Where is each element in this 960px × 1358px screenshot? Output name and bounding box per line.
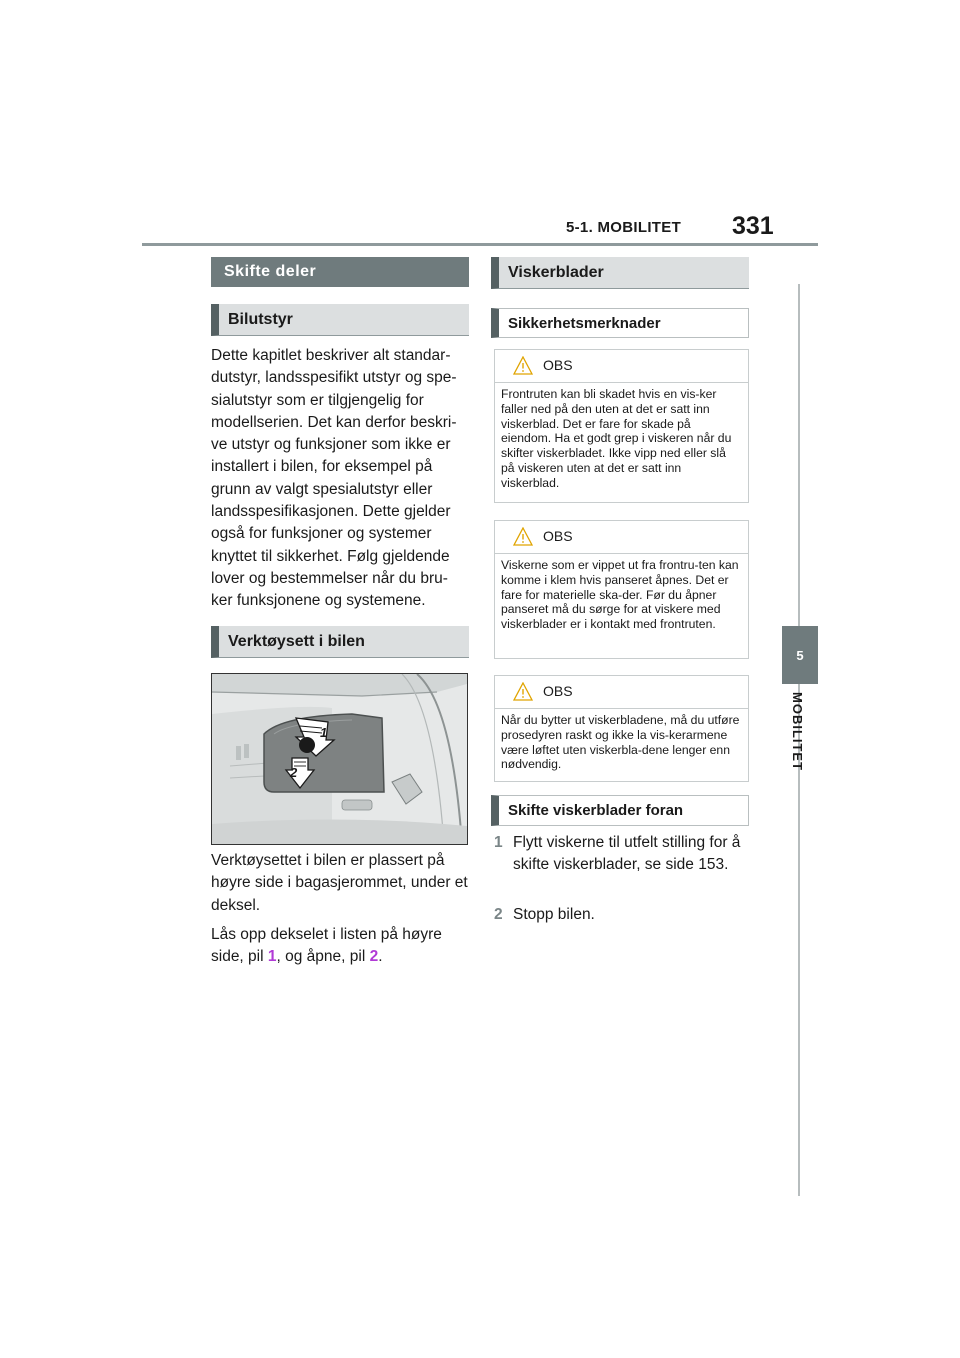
warning-box: [494, 349, 749, 503]
paragraph-verktoysett: [211, 850, 469, 975]
warning-text: Når du bytter ut viskerbladene, må du utføre prosedyren raskt og ikke la vis-kerarmene være løftet uten viskerbla-dene lenger enn nødvendig.: [501, 713, 740, 772]
section-title-skifte-deler: Skifte deler: [211, 257, 469, 287]
chapter-tab-label: MOBILITET: [790, 692, 805, 772]
warning-header: [495, 676, 748, 709]
warning-triangle-icon: [513, 356, 533, 375]
step-text: Stopp bilen.: [513, 906, 595, 923]
step-item: [494, 832, 744, 877]
paragraph-text-part: , og åpne, pil: [276, 948, 370, 966]
warning-title: OBS: [543, 357, 573, 373]
warning-title: OBS: [543, 683, 573, 699]
chapter-tab[interactable]: 5: [782, 626, 818, 684]
safety-notes-heading: Sikkerhetsmerknader: [491, 308, 749, 338]
step-number: 2: [494, 906, 503, 923]
warning-header: [495, 350, 748, 383]
running-header-section: 5-1. MOBILITET: [566, 219, 682, 236]
paragraph-text: Dette kapitlet beskriver alt standar-dutstyr, landsspesifikt utstyr og spe-sialutstyr som er tilgjengelig for modellserien. Det kan derfor beskri-ve utstyr og funksjoner som ikke er installert i bilen, for eksempel på grunn av valgt spesialutstyr eller landsspesifikasjonen. Dette gjelder også for funksjoner og systemer knyttet til sikkerhet. Følg gjeldende lover og bestemmelser når du bru-ker funksjonene og systemene.: [211, 347, 457, 610]
front-wiper-heading: Skifte viskerblader foran: [491, 795, 749, 826]
step-text: Flytt viskerne til utfelt stilling for å skifte viskerblader, se side 153.: [513, 834, 741, 874]
step-number: 1: [494, 834, 503, 851]
header-divider: [142, 243, 818, 246]
paragraph-bilutstyr: [211, 345, 469, 620]
arrow-reference-1: 1: [267, 948, 277, 966]
warning-header: [495, 521, 748, 554]
subsection-title-bilutstyr: Bilutstyr: [211, 304, 469, 336]
warning-triangle-icon: [513, 527, 533, 546]
section-title-viskerblader: Viskerblader: [491, 257, 749, 289]
page-number: 331: [732, 212, 774, 240]
warning-text: Frontruten kan bli skadet hvis en vis-ker faller ned på den uten at det er satt inn viskerblad. Det er fare for skade på eiendom. Ha et godt grep i viskeren når du skifter viskerbladet. Ikke vipp ned eller slå på viskeren uten at det er satt inn viskerblad.: [501, 387, 732, 490]
trunk-toolkit-illustration: [211, 673, 468, 845]
arrow-reference-2: 2: [369, 948, 379, 966]
warning-text: Viskerne som er vippet ut fra frontru-ten kan komme i klem hvis panseret åpnes. Det er fare for materielle ska-der. Før du åpner panseret må du sørge for at viskere med viskerblader er i kontakt med frontruten.: [501, 558, 739, 632]
warning-box: [494, 520, 749, 659]
paragraph-text: [211, 924, 469, 969]
paragraph-text-part: .: [378, 948, 383, 966]
subsection-title-verktoysett: Verktøysett i bilen: [211, 626, 469, 658]
paragraph-text: Verktøysettet i bilen er plassert på høyre side i bagasjerommet, under et deksel.: [211, 852, 468, 914]
paragraph-text-part: Lås opp dekselet i listen på høyre side, pil: [211, 925, 442, 966]
warning-box: [494, 675, 749, 782]
step-item: [494, 904, 744, 926]
figure-label-2: 2: [290, 765, 298, 780]
trunk-illustration-svg: [212, 674, 467, 844]
figure-label-1: 1: [320, 725, 328, 740]
warning-title: OBS: [543, 528, 573, 544]
warning-triangle-icon: [513, 682, 533, 701]
